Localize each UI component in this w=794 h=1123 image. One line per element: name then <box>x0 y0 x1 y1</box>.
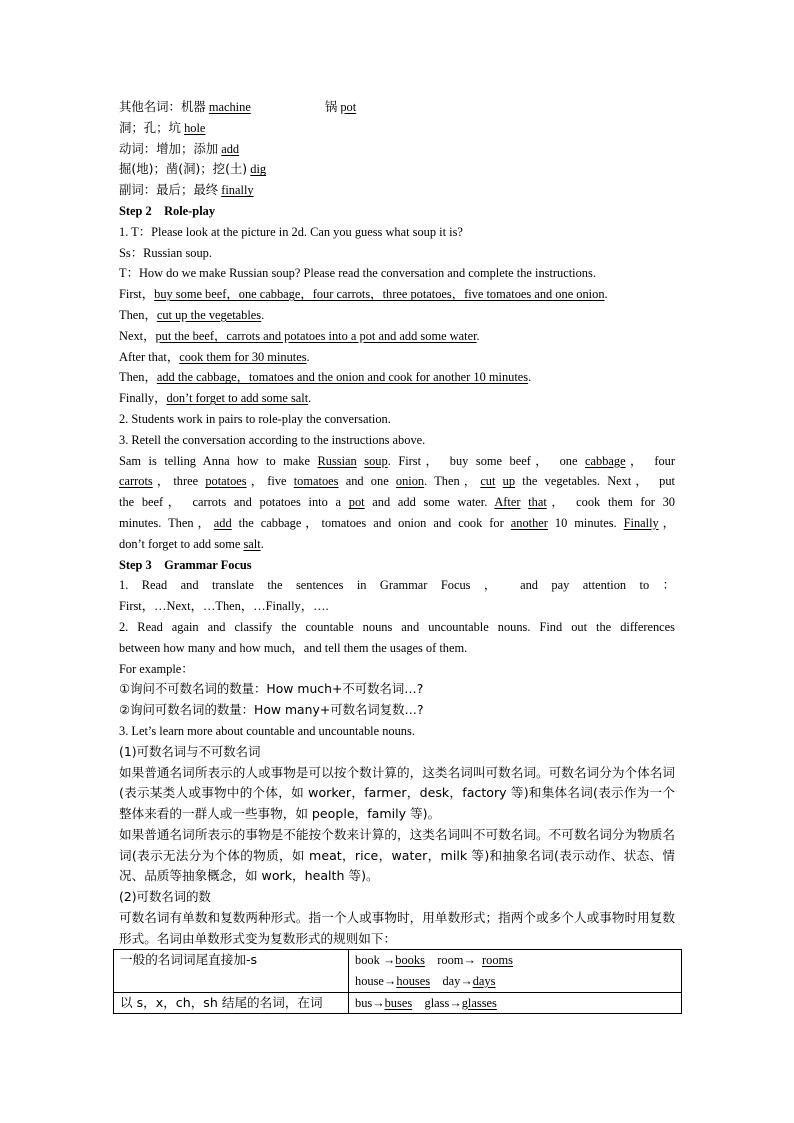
vocab-finally-line <box>119 180 675 201</box>
countable-paragraph: 如果普通名词所表示的人或事物是可以按个数计算的，这类名词叫可数名词。可数名词分为个体名词(表示某类人或事物中的个体，如 worker，farmer，desk，factory 等)和集体名词(表示作为一个整体来看的一群人或一些事物，如 people，family 等)。 <box>119 764 675 822</box>
vocab-answer: finally <box>221 183 254 198</box>
step3-question-2-cont: between how many and how much，and tell them the usages of them. <box>119 640 468 655</box>
step2-students-answer: Ss：Russian soup. <box>119 245 212 260</box>
step3-question-2: 2. Read again and classify the countable nouns and uncountable nouns. Find out the differences <box>119 619 675 634</box>
vocab-label: 副词：最后；最终 <box>119 182 219 198</box>
instruction-answer: put the beef，carrots and potatoes into a pot and add some water <box>155 328 477 343</box>
instruction-then: Then，cut up the vegetables. <box>119 307 265 322</box>
vocab-answer: hole <box>184 120 206 135</box>
instruction-answer: cut up the vegetables <box>156 307 262 322</box>
step2-question-3: 3. Retell the conversation according to the instructions above. <box>119 432 426 447</box>
grammar-heading-1: (1)可数名词与不可数名词 <box>119 743 261 759</box>
instruction-then-2: Then，add the cabbage，tomatoes and the onion and cook for another 10 minutes. <box>119 370 532 385</box>
step2-question-2: 2. Students work in pairs to role-play the conversation. <box>119 411 391 426</box>
arrow-icon: → <box>372 995 385 1010</box>
vocab-add-line <box>119 139 675 160</box>
arrow-icon: → <box>383 973 397 988</box>
vocab-answer: machine <box>208 100 251 114</box>
instruction-after-that: After that，cook them for 30 minutes. <box>119 349 310 364</box>
vocab-machine-line <box>119 97 675 118</box>
instruction-answer: buy some beef，one cabbage，four carrots，three potatoes，five tomatoes and one onion <box>154 287 605 302</box>
arrow-icon: → <box>460 973 473 988</box>
vocab-label: 锅 <box>324 99 338 114</box>
vocab-answer: dig <box>250 162 267 177</box>
step3-question-3: 3. Let’s learn more about countable and uncountable nouns. <box>119 723 415 738</box>
example-how-many: ②询问可数名词的数量：How many+可数名词复数…? <box>119 702 424 718</box>
instruction-finally: Finally，don’t forget to add some salt. <box>119 391 312 406</box>
vocab-answer: add <box>221 141 240 156</box>
vocab-hole-line <box>119 118 675 139</box>
arrow-icon: → <box>463 953 476 967</box>
vocab-label: 动词：增加；添加 <box>119 140 219 156</box>
table-row <box>114 992 682 1014</box>
step3-question-1: 1. Read and translate the sentences in Grammar Focus ， and pay attention to ： <box>119 578 675 593</box>
example-cell: book →books room→ rooms house→houses day→days <box>349 950 682 993</box>
grammar-heading-2: (2)可数名词的数 <box>119 889 211 905</box>
example-label: For example： <box>119 661 194 676</box>
table-row <box>114 950 682 993</box>
vocab-label: 掘(地)；凿(洞)；挖(土) <box>119 161 248 177</box>
instruction-answer: add the cabbage，tomatoes and the onion and cook for another 10 minutes <box>156 370 529 385</box>
vocab-label: 其他名词：机器 <box>119 99 206 114</box>
vocab-label: 洞；孔；坑 <box>119 119 181 135</box>
rule-cell: 一般的名词词尾直接加-s <box>114 950 349 993</box>
worksheet-content <box>119 97 675 950</box>
instruction-answer: cook them for 30 minutes <box>179 349 307 364</box>
step2-teacher-prompt: T：How do we make Russian soup? Please read the conversation and complete the instructions. <box>119 266 596 281</box>
vocab-dig-line <box>119 159 675 180</box>
example-cell: bus→buses glass→glasses <box>349 992 682 1014</box>
vocab-answer: pot <box>340 100 357 114</box>
step3-question-1-sequence: First，…Next，…Then，…Finally，…. <box>119 599 329 614</box>
example-how-much: ①询问不可数名词的数量：How much+不可数名词…? <box>119 681 424 697</box>
step2-question-1: 1. T：Please look at the picture in 2d. Can you guess what soup it is? <box>119 224 463 239</box>
step3-heading: Step 3 Grammar Focus <box>119 557 252 572</box>
step2-heading: Step 2 Role-play <box>119 203 216 218</box>
instruction-next: Next，put the beef，carrots and potatoes into a pot and add some water. <box>119 328 480 343</box>
instruction-answer: don’t forget to add some salt <box>166 391 309 406</box>
uncountable-paragraph: 如果普通名词所表示的事物是不能按个数来计算的，这类名词叫不可数名词。不可数名词分为物质名词(表示无法分为个体的物质，如 meat，rice，water，milk 等)和抽象名词(表示动作、状态、情况、品质等抽象概念，如 work，health 等)。 <box>119 826 675 884</box>
plural-rules-table <box>113 949 682 1014</box>
arrow-icon: → <box>449 995 462 1010</box>
plural-paragraph: 可数名词有单数和复数两种形式。指一个人或事物时，用单数形式；指两个或多个人或事物时用复数形式。名词由单数形式变为复数形式的规则如下： <box>119 910 675 946</box>
instruction-first: First，buy some beef，one cabbage，four carrots，three potatoes，five tomatoes and one onion. <box>119 287 608 302</box>
retell-paragraph: Sam is telling Anna how to make Russian soup. First， buy some beef， one cabbage， four carrots，three potatoes，five tomatoes and one onion. Then，cut up the vegetables. Next， put the beef， carrots and potatoes into a pot and add some water. After that， cook them for 30 minutes. Then，add the cabbage，tomatoes and onion and cook for another 10 minutes. Finally， don’t forget to add some salt. <box>119 453 676 551</box>
rule-cell: 以 s，x，ch，sh 结尾的名词，在词 <box>114 992 349 1014</box>
arrow-icon: → <box>382 953 396 967</box>
